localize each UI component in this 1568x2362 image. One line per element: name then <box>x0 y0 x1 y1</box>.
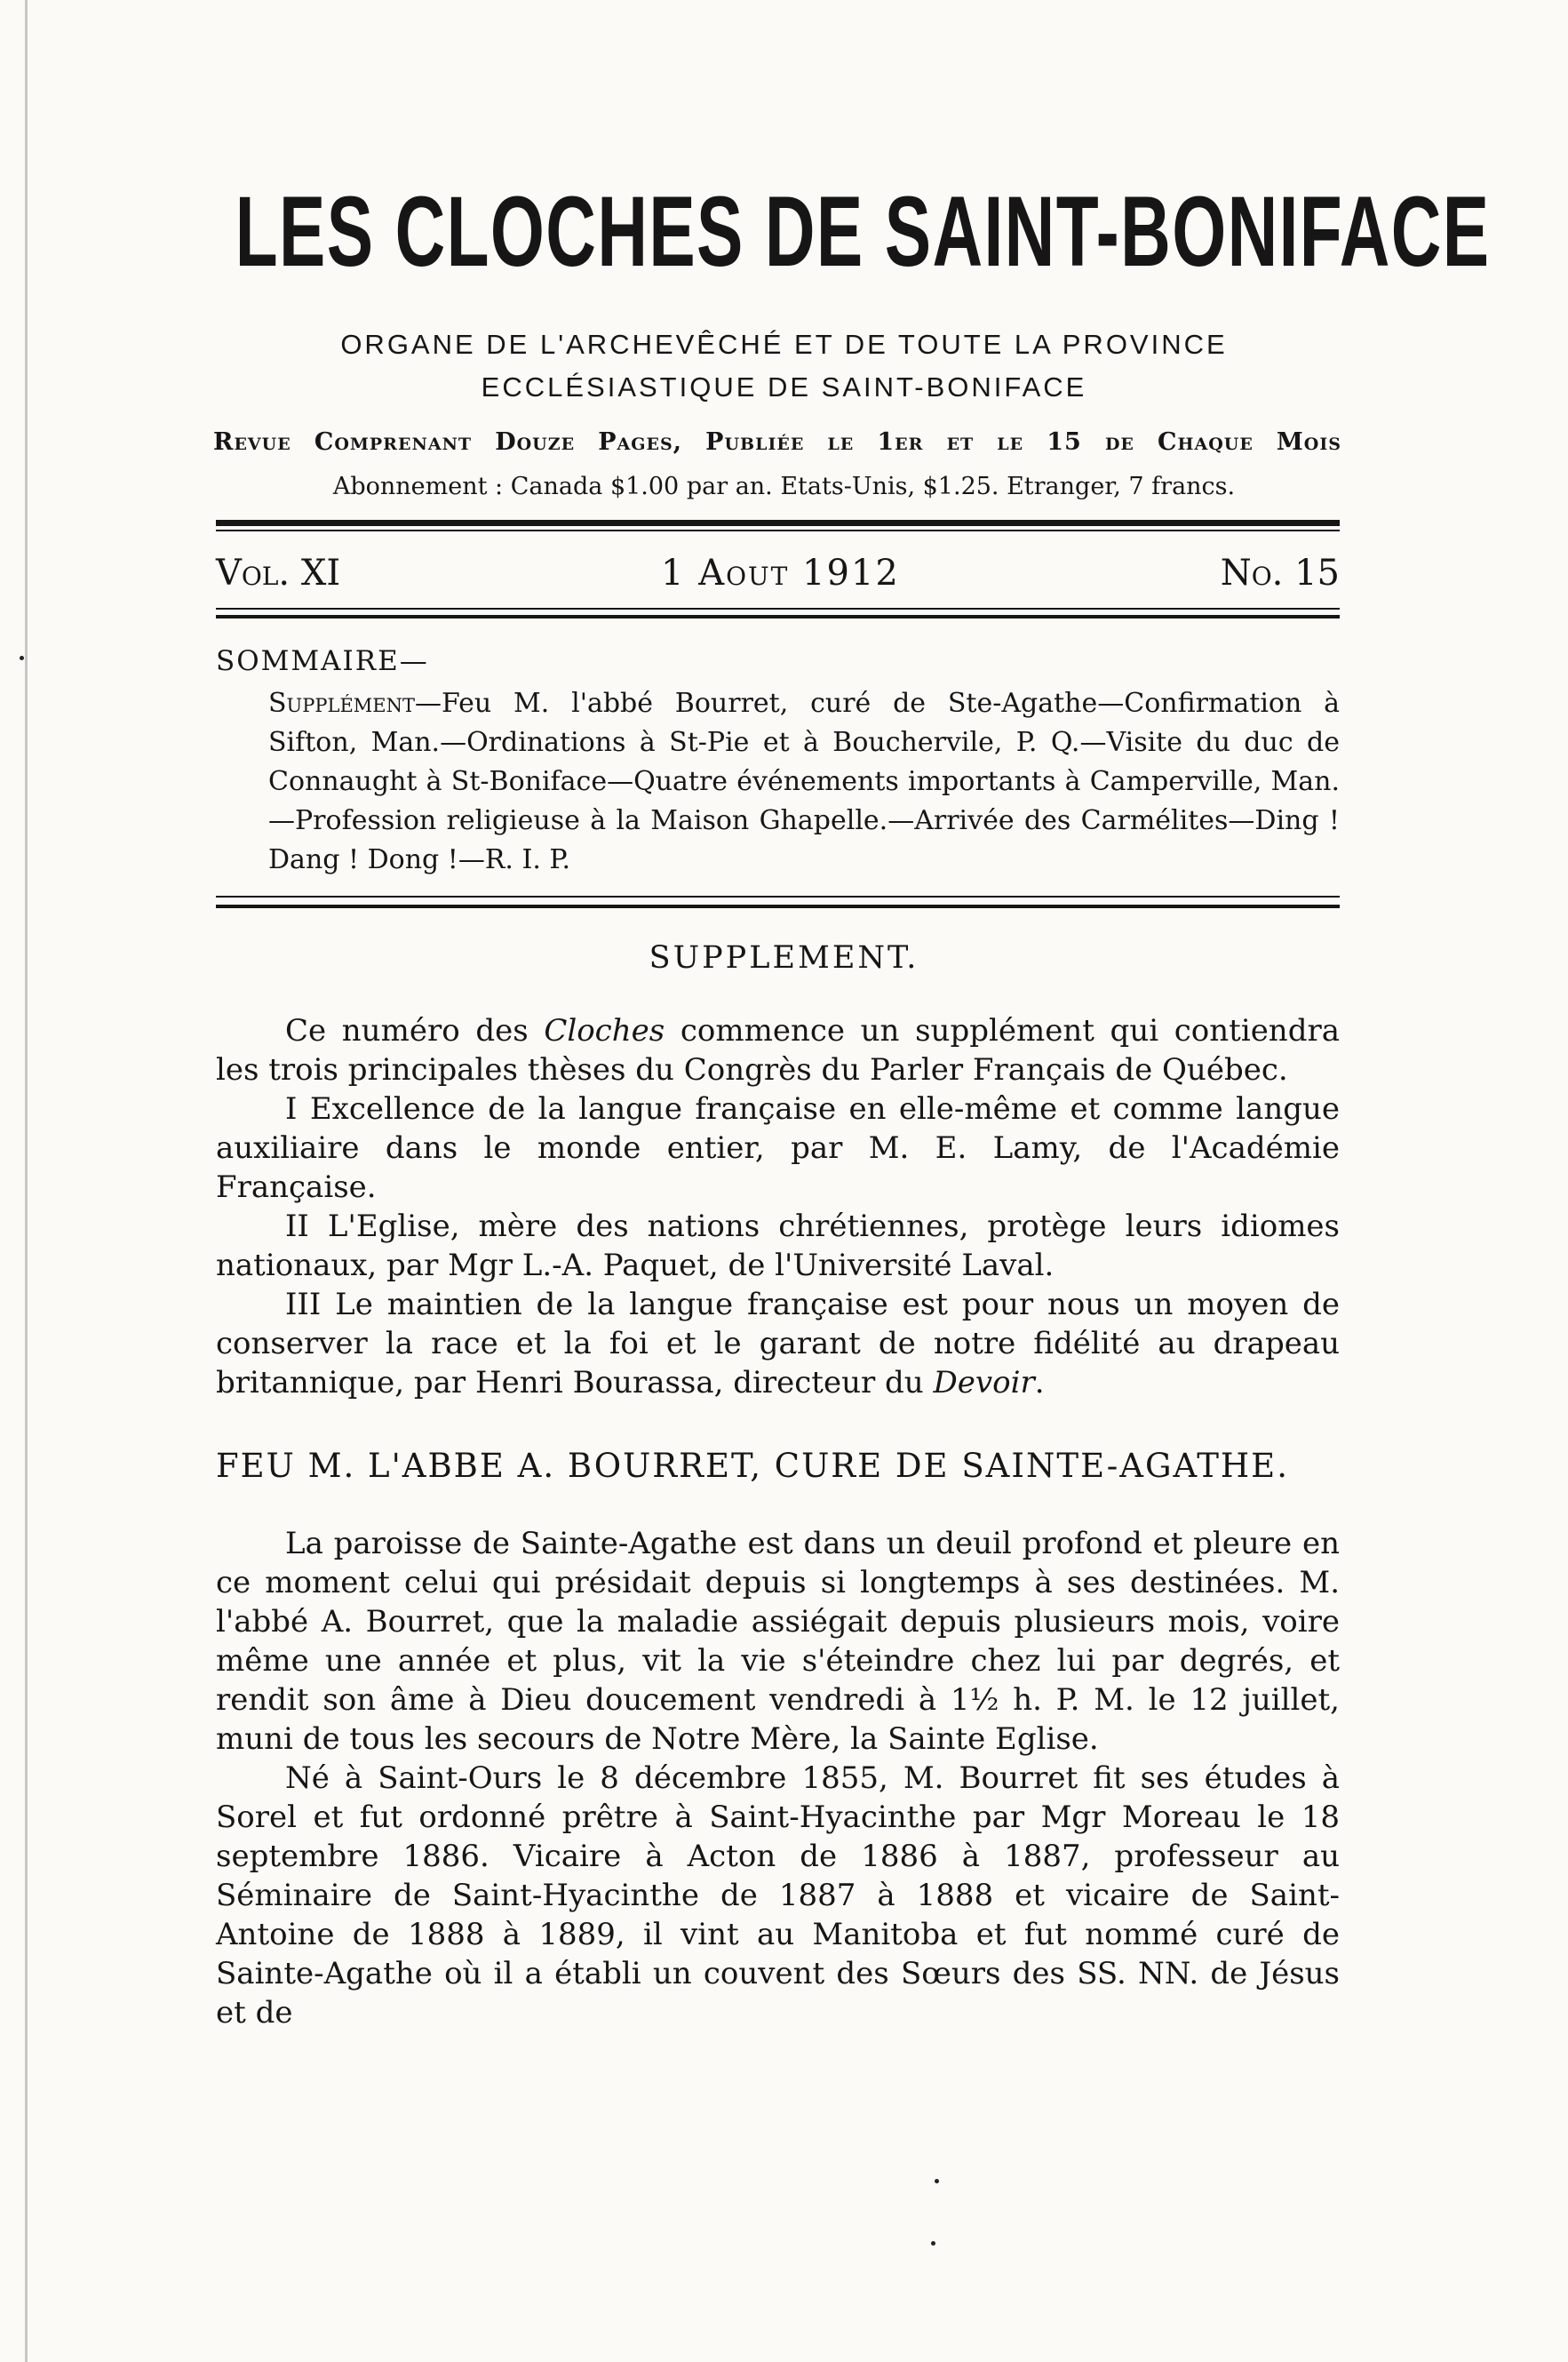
revue-word: le <box>997 428 1024 456</box>
obituary-heading: FEU M. L'ABBE A. BOURRET, CURE DE SAINTE-AGATHE. <box>216 1447 1289 1485</box>
obituary-body <box>216 1524 1340 2032</box>
text-run: III Le maintien de la langue française est pour nous un moyen de conserver la race et la foi et le garant de notre fidélité au drapeau britannique, par Henri Bourassa, directeur du <box>216 1287 1340 1400</box>
masthead-title: LES CLOCHES DE SAINT-BONIFACE <box>235 176 1491 287</box>
issue-info-row <box>216 553 1340 594</box>
text-run: . <box>1034 1365 1045 1400</box>
masthead-subtitle-line2: ECCLÉSIASTIQUE DE SAINT-BONIFACE <box>481 371 1087 403</box>
paragraph: I Excellence de la langue française en elle-même et comme langue auxiliaire dans le monde entier, par M. E. Lamy, de l'Académie Française. <box>216 1091 1340 1205</box>
revue-word: 1er <box>877 428 924 456</box>
revue-word: Comprenant <box>314 428 473 456</box>
paragraph: Né à Saint-Ours le 8 décembre 1855, M. Bourret fit ses études à Sorel et fut ordonné prêtre à Saint-Hyacinthe par Mgr Moreau le 18 septembre 1886. Vicaire à Acton de 1886 à 1887, professeur au Séminaire de Saint-Hyacinthe de 1887 à 1888 et vicaire de Saint-Antoine de 1888 à 1889, il vint au Manitoba et fut nommé curé de Sainte-Agathe où il a établi un couvent des Sœurs des SS. NN. de Jésus et de <box>216 1760 1340 2031</box>
paragraph <box>216 1285 1340 1402</box>
paragraph: II L'Eglise, mère des nations chrétiennes, protège leurs idiomes nationaux, par Mgr L.-A. Paquet, de l'Université Laval. <box>216 1209 1340 1283</box>
sommaire-heading: SOMMAIRE— <box>216 645 429 677</box>
revue-word: Chaque <box>1158 428 1254 456</box>
italic-title: Devoir <box>933 1365 1035 1400</box>
rule-thick <box>216 905 1340 908</box>
issue-number: No. 15 <box>1220 553 1340 594</box>
rule-thick <box>216 615 1340 618</box>
revue-word: Pages, <box>598 428 683 456</box>
volume-number: Vol. XI <box>216 553 341 594</box>
revue-word: et <box>946 428 975 456</box>
rule-thin <box>216 530 1340 531</box>
revue-word: le <box>827 428 855 456</box>
revue-word: 15 <box>1047 428 1082 456</box>
rule-thin <box>216 608 1340 610</box>
issue-date: 1 Aout 1912 <box>661 553 900 594</box>
revue-word: de <box>1104 428 1134 456</box>
revue-word: Mois <box>1276 428 1341 456</box>
paragraph: La paroisse de Sainte-Agathe est dans un deuil profond et pleure en ce moment celui qui présidait depuis si longtemps à ses destinées. M. l'abbé A. Bourret, que la maladie assiégait depuis plusieurs mois, voire même une année et plus, vit la vie s'éteindre chez lui par degrés, et rendit son âme à Dieu doucement vendredi à 1½ h. P. M. le 12 juillet, muni de tous les secours de Notre Mère, la Sainte Eglise. <box>216 1526 1340 1757</box>
print-speck <box>935 2179 939 2183</box>
supplement-heading: SUPPLEMENT. <box>649 940 919 976</box>
revue-word: Revue <box>213 428 291 456</box>
paragraph <box>216 1011 1340 1089</box>
italic-title: Cloches <box>544 1013 665 1049</box>
text-run: Ce numéro des <box>285 1013 545 1049</box>
masthead-subtitle-line1: ORGANE DE L'ARCHEVÊCHÉ ET DE TOUTE LA PROVINCE <box>340 329 1228 360</box>
rule-thick <box>216 520 1340 526</box>
supplement-body <box>216 1011 1340 1402</box>
sommaire-contents: —Feu M. l'abbé Bourret, curé de Ste-Agathe—Confirmation à Sifton, Man.—Ordinations à St-Pie et à Bouchervile, P. Q.—Visite du duc de Connaught à St-Boniface—Quatre événements importants à Camperville, Man.—Profession religieuse à la Maison Ghapelle.—Arrivée des Carmélites—Ding ! Dang ! Dong !—R. I. P. <box>268 688 1340 875</box>
revue-word: Douze <box>495 428 576 456</box>
revue-description <box>213 428 1341 456</box>
revue-word: Publiée <box>705 428 805 456</box>
subscription-info: Abonnement : Canada $1.00 par an. Etats-Unis, $1.25. Etranger, 7 francs. <box>332 473 1236 500</box>
sommaire-text <box>268 684 1340 880</box>
sommaire-lead: Supplément <box>268 688 415 719</box>
rule-thin <box>216 896 1340 898</box>
text-run: commence un supplément qui contiendra les trois principales thèses du Congrès du Parler Français de Québec. <box>216 1013 1340 1088</box>
print-speck <box>931 2241 935 2246</box>
print-speck <box>20 656 24 660</box>
